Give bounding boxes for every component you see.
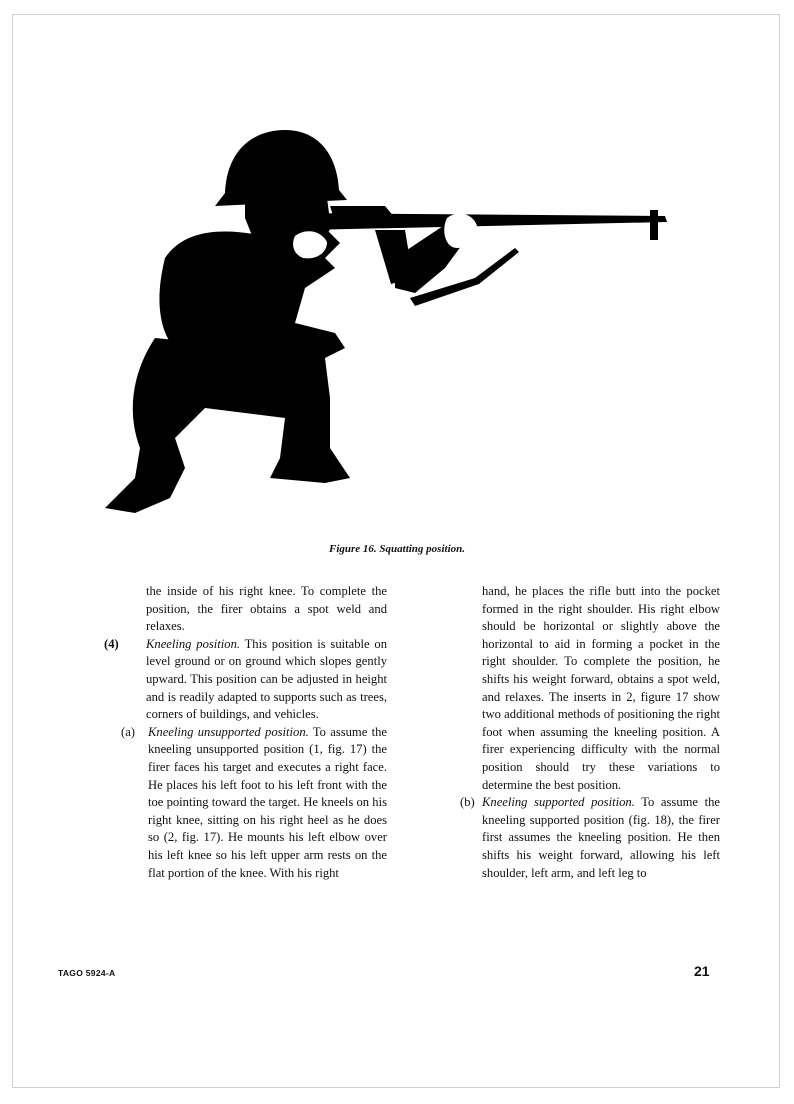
- paragraph-continuation: the inside of his right knee. To complete the position, the firer obtains a spot weld and relaxes.: [146, 584, 387, 634]
- paragraph-title: Kneeling position.: [146, 636, 241, 651]
- paragraph-kneeling-position: [104, 636, 387, 724]
- page-number: 21: [694, 963, 710, 979]
- paragraph-kneeling-unsupported: [104, 724, 387, 882]
- paragraph-letter: (b): [460, 795, 475, 810]
- paragraph-title: Kneeling unsupported position.: [148, 724, 309, 739]
- footer-code: TAGO 5924-A: [58, 968, 116, 978]
- paragraph-text: This position is suitable on level ground or on ground which slopes gently upward. This position can be adjusted in height and is readily adapted to supports such as trees, corners of buildings, and vehicles.: [146, 636, 387, 722]
- soldier-silhouette-illustration: [95, 118, 720, 528]
- paragraph-text: To assume the kneeling supported position (fig. 18), the firer first assumes the kneeling position. He then shifts his weight forward, allowing his left shoulder, left arm, and left leg to: [482, 795, 720, 880]
- paragraph-letter: (a): [121, 724, 135, 739]
- paragraph-continuation: hand, he places the rifle butt into the pocket formed in the right shoulder. His right elbow should be horizontal or slightly above the horizontal to aid in forming a pocket in the right shoulder. To complete the position, he shifts his weight forward, obtains a spot weld, and relaxes. The inserts in 2, figure 17 show two additional methods of positioning the right foot when assuming the kneeling position. A firer experiencing difficulty with the normal position should try these variations to determine the best position.: [482, 584, 720, 792]
- paragraph-number: (4): [104, 636, 119, 651]
- paragraph-title: Kneeling supported position.: [482, 795, 635, 810]
- paragraph-kneeling-supported: [460, 794, 720, 882]
- paragraph-text: To assume the kneeling unsupported position (1, fig. 17) the firer faces his target and executes a right face. He places his left foot to his left front with the toe pointing toward the target. He kneels on his right knee, sitting on his right heel as he does so (2, fig. 17). He mounts his left elbow over his left knee so his left upper arm rests on the flat portion of the knee. With his right: [148, 724, 387, 880]
- figure-caption: Figure 16. Squatting position.: [328, 543, 465, 555]
- figure-squatting-soldier: [95, 118, 720, 528]
- left-column: [104, 583, 387, 882]
- right-column: [460, 583, 720, 882]
